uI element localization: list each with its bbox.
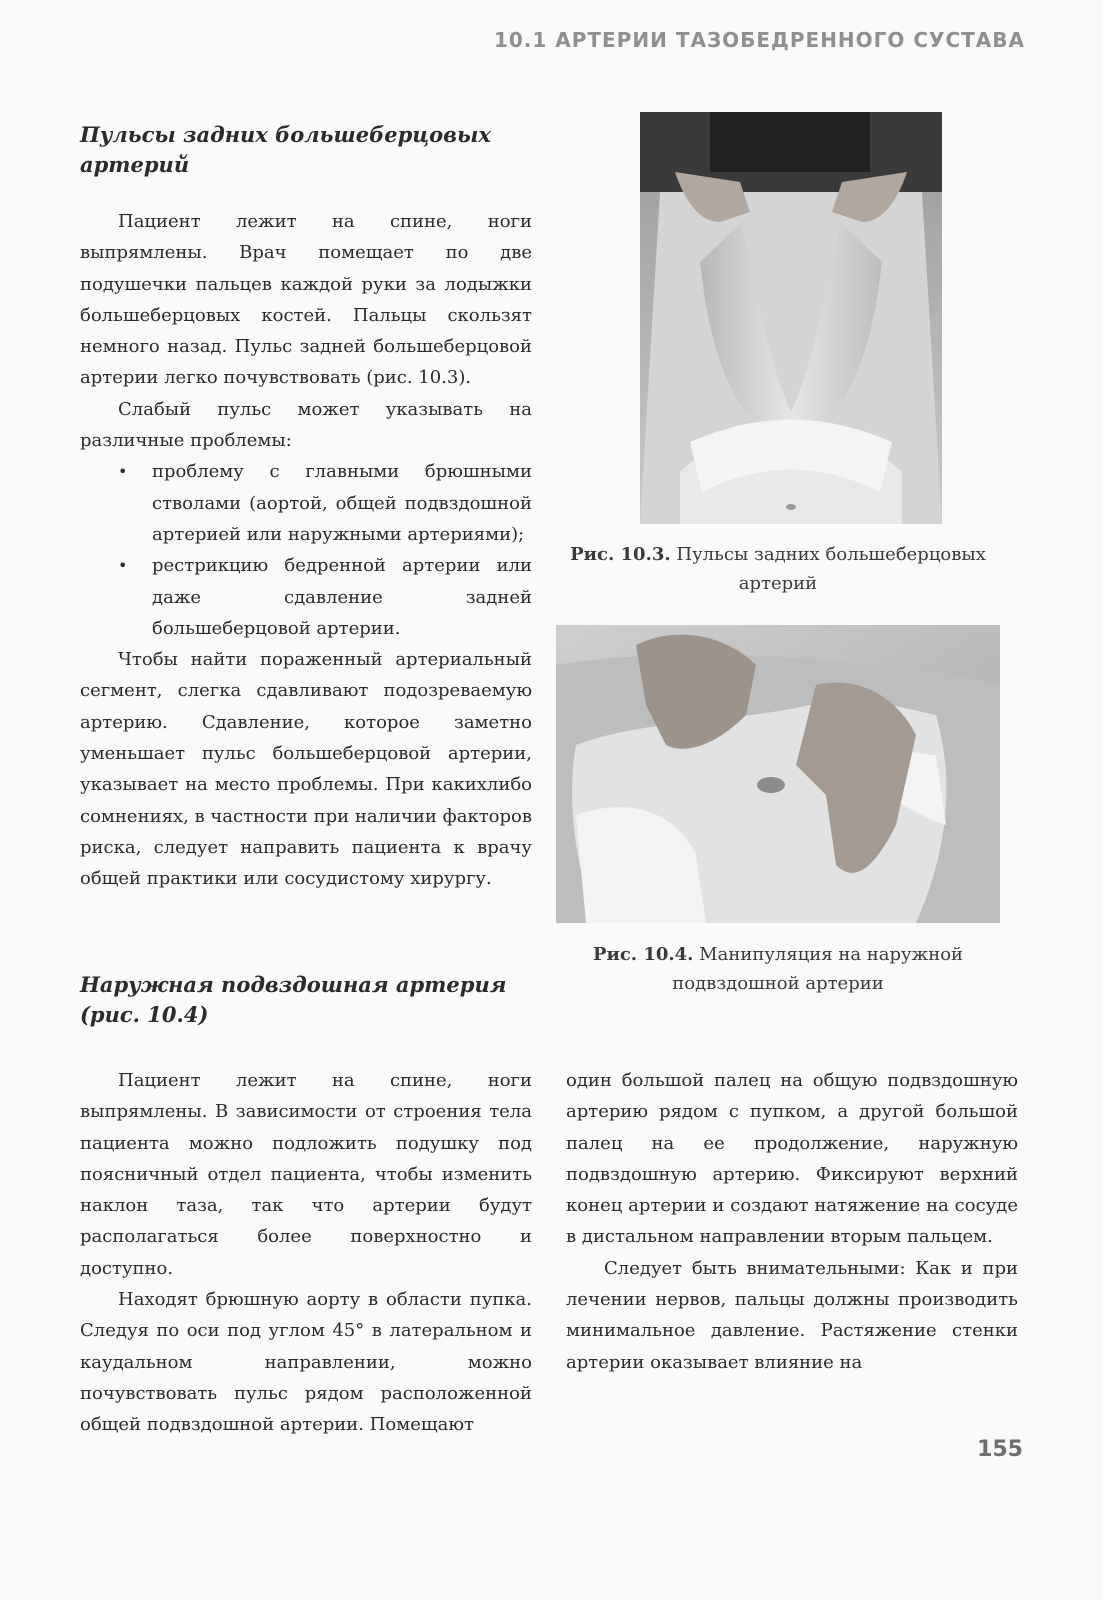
figure-10-3-photo [640, 112, 942, 524]
bullet-list [80, 456, 532, 644]
section-heading-line: (рис. 10.4) [80, 1002, 209, 1027]
paragraph: один большой палец на общую подвздошную артерию рядом с пупком, а другой большой палец на ее продолжение, наружную подвздошную артерию. Фиксируют верхний конец артерии и создают натяжение на сосуде в дистальном направлении вторым пальцем. [566, 1070, 1018, 1248]
bullet-item: • рестрикцию бедренной артерии или даже сдавление задней большеберцовой артерии. [80, 550, 532, 644]
figure-10-3-caption [556, 540, 1000, 598]
caption-label: Рис. 10.3. [570, 544, 671, 565]
caption-label: Рис. 10.4. [592, 944, 694, 965]
figure-10-4-caption [556, 940, 1000, 998]
page-number: 155 [977, 1437, 1023, 1462]
photo-illustration [556, 625, 1000, 923]
paragraph: Находят брюшную аорту в области пупка. Следуя по оси под углом 45° в латеральном и каудальном направлении, можно почувствовать пульс рядом расположенной общей подвздошной артерии. Помещают [80, 1289, 532, 1436]
caption-text: Пульсы задних большеберцовых артерий [676, 544, 986, 594]
section-posterior-tibial [80, 120, 532, 895]
paragraph: Пациент лежит на спине, ноги выпрямлены. В зависимости от строения тела пациента можно подложить подушку под поясничный отдел пациента, чтобы изменить наклон таза, так что артерии будут располагаться более поверхностно и доступно. [80, 1070, 532, 1279]
photo-illustration [640, 112, 942, 524]
paragraph: Слабый пульс может указывать на различные проблемы: [80, 398, 532, 452]
section-external-iliac-left [80, 1065, 532, 1441]
section-external-iliac-heading [80, 970, 532, 1030]
running-header: 10.1 АРТЕРИИ ТАЗОБЕДРЕННОГО СУСТАВА [493, 28, 1025, 52]
caption-text: Манипуляция на наружной подвздошной артерии [672, 944, 964, 994]
figure-10-4-photo [556, 625, 1000, 923]
section-heading-line: Наружная подвздошная артерия [80, 972, 507, 997]
paragraph: Чтобы найти пораженный артериальный сегмент, слегка сдавливают подозреваемую артерию. Сдавление, которое заметно уменьшает пульс большеберцовой артерии, указывает на место проблемы. При какихлибо сомнениях, в частности при наличии факторов риска, следует направить пациента к врачу общей практики или сосудистому хирургу. [80, 649, 533, 890]
section-external-iliac-right [566, 1065, 1018, 1378]
section-heading: Пульсы задних большеберцовых артерий [80, 122, 491, 177]
bullet-item: • проблему с главными брюшными стволами (аортой, общей подвздошной артерией или наружными артериями); [80, 456, 532, 550]
paragraph: Пациент лежит на спине, ноги выпрямлены. Врач помещает по две подушечки пальцев каждой руки за лодыжки большеберцовых костей. Пальцы скользят немного назад. Пульс задней большеберцовой артерии легко почувствовать (рис. 10.3). [80, 211, 532, 389]
paragraph: Следует быть внимательными: Как и при лечении нервов, пальцы должны производить минимальное давление. Растяжение стенки артерии оказывает влияние на [566, 1257, 1018, 1373]
